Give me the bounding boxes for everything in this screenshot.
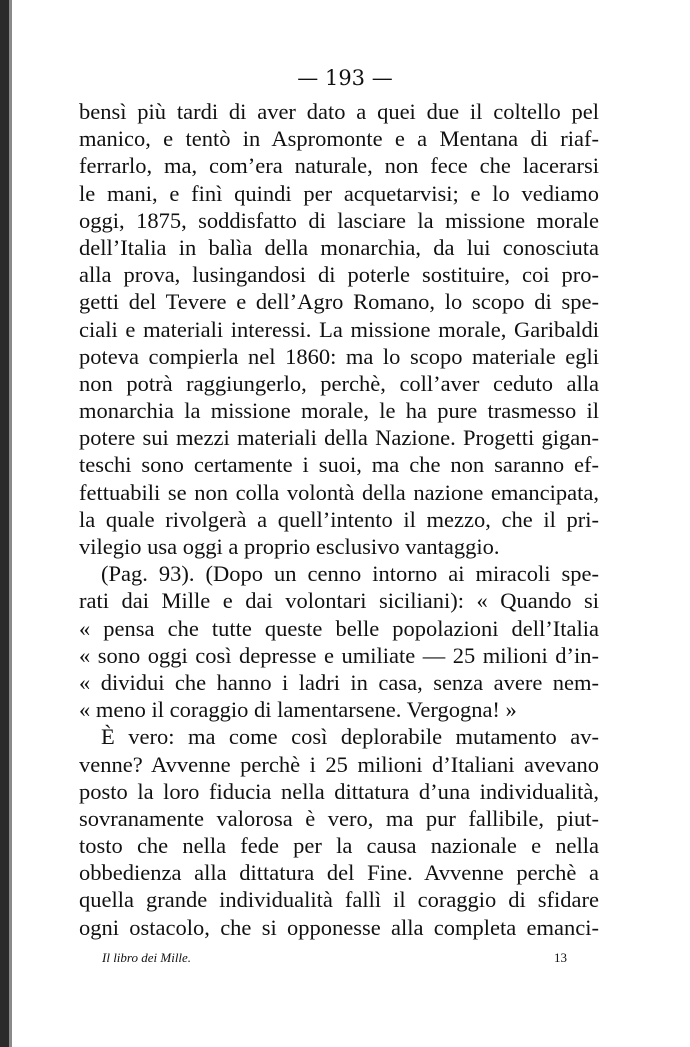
- text-line: oggi, 1875, soddisfatto di lasciare la missione morale: [79, 207, 599, 233]
- text-line: È vero: ma come così deplorabile mutamento av-: [101, 724, 599, 750]
- text-line: « dividui che hanno i ladri in casa, senza avere nem-: [79, 669, 599, 695]
- text-line: rati dai Mille e dai volontari siciliani): « Quando si: [79, 588, 599, 614]
- text-line: sovranamente valorosa è vero, ma pur fallibile, piut-: [79, 805, 599, 831]
- text-line: monarchia la missione morale, le ha pure trasmesso il: [79, 398, 599, 424]
- text-line: fettuabili se non colla volontà della nazione emancipata,: [79, 479, 599, 505]
- text-line: alla prova, lusingandosi di poterle sostituire, coi pro-: [79, 262, 599, 288]
- body-text: [79, 98, 599, 941]
- text-line: le mani, e finì quindi per acquetarvisi; e lo vediamo: [79, 180, 599, 206]
- page-number: — 193 —: [297, 66, 393, 90]
- book-spine-shadow: [0, 0, 9, 1047]
- text-line: « meno il coraggio di lamentarsene. Vergogna! »: [79, 697, 517, 723]
- text-line: getti del Tevere e dell’Agro Romano, lo scopo di spe-: [79, 289, 599, 315]
- text-line: bensì più tardi di aver dato a quei due il coltello pel: [79, 99, 599, 124]
- footer-book-title: Il libro dei Mille.: [102, 950, 192, 965]
- text-line: quella grande individualità fallì il coraggio di sfidare: [79, 887, 599, 913]
- text-line: venne? Avvenne perchè i 25 milioni d’Italiani avevano: [79, 751, 599, 777]
- text-line: vilegio usa oggi a proprio esclusivo vantaggio.: [79, 534, 500, 559]
- text-line: potere sui mezzi materiali della Nazione. Progetti gigan-: [79, 425, 599, 451]
- text-line: poteva compierla nel 1860: ma lo scopo materiale egli: [79, 343, 599, 369]
- text-line: manico, e tentò in Aspromonte e a Mentana di riaf-: [79, 126, 599, 152]
- text-line: ferrarlo, ma, com’era naturale, non fece che lacerarsi: [79, 153, 599, 179]
- text-line: « sono oggi così depresse e umiliate — 25 milioni d’in-: [79, 642, 599, 668]
- text-line: ciali e materiali interessi. La missione morale, Garibaldi: [79, 316, 599, 342]
- text-line: « pensa che tutte queste belle popolazioni dell’Italia: [79, 615, 599, 641]
- text-line: teschi sono certamente i suoi, ma che non saranno ef-: [79, 452, 599, 478]
- text-line: obbedienza alla dittatura del Fine. Avvenne perchè a: [79, 860, 599, 886]
- book-spine-edge: [9, 0, 12, 1047]
- text-line: dell’Italia in balìa della monarchia, da lui conosciuta: [79, 234, 599, 260]
- signature-mark: 13: [554, 950, 567, 965]
- text-line: la quale rivolgerà a quell’intento il mezzo, che il pri-: [79, 506, 599, 532]
- text-line: ogni ostacolo, che si opponesse alla completa emanci-: [79, 914, 599, 940]
- text-line: tosto che nella fede per la causa nazionale e nella: [79, 833, 599, 859]
- text-line: posto la loro fiducia nella dittatura d’una individualità,: [79, 778, 599, 804]
- text-line: (Pag. 93). (Dopo un cenno intorno ai miracoli spe-: [101, 561, 599, 587]
- text-line: non potrà raggiungerlo, perchè, coll’aver ceduto alla: [79, 370, 599, 396]
